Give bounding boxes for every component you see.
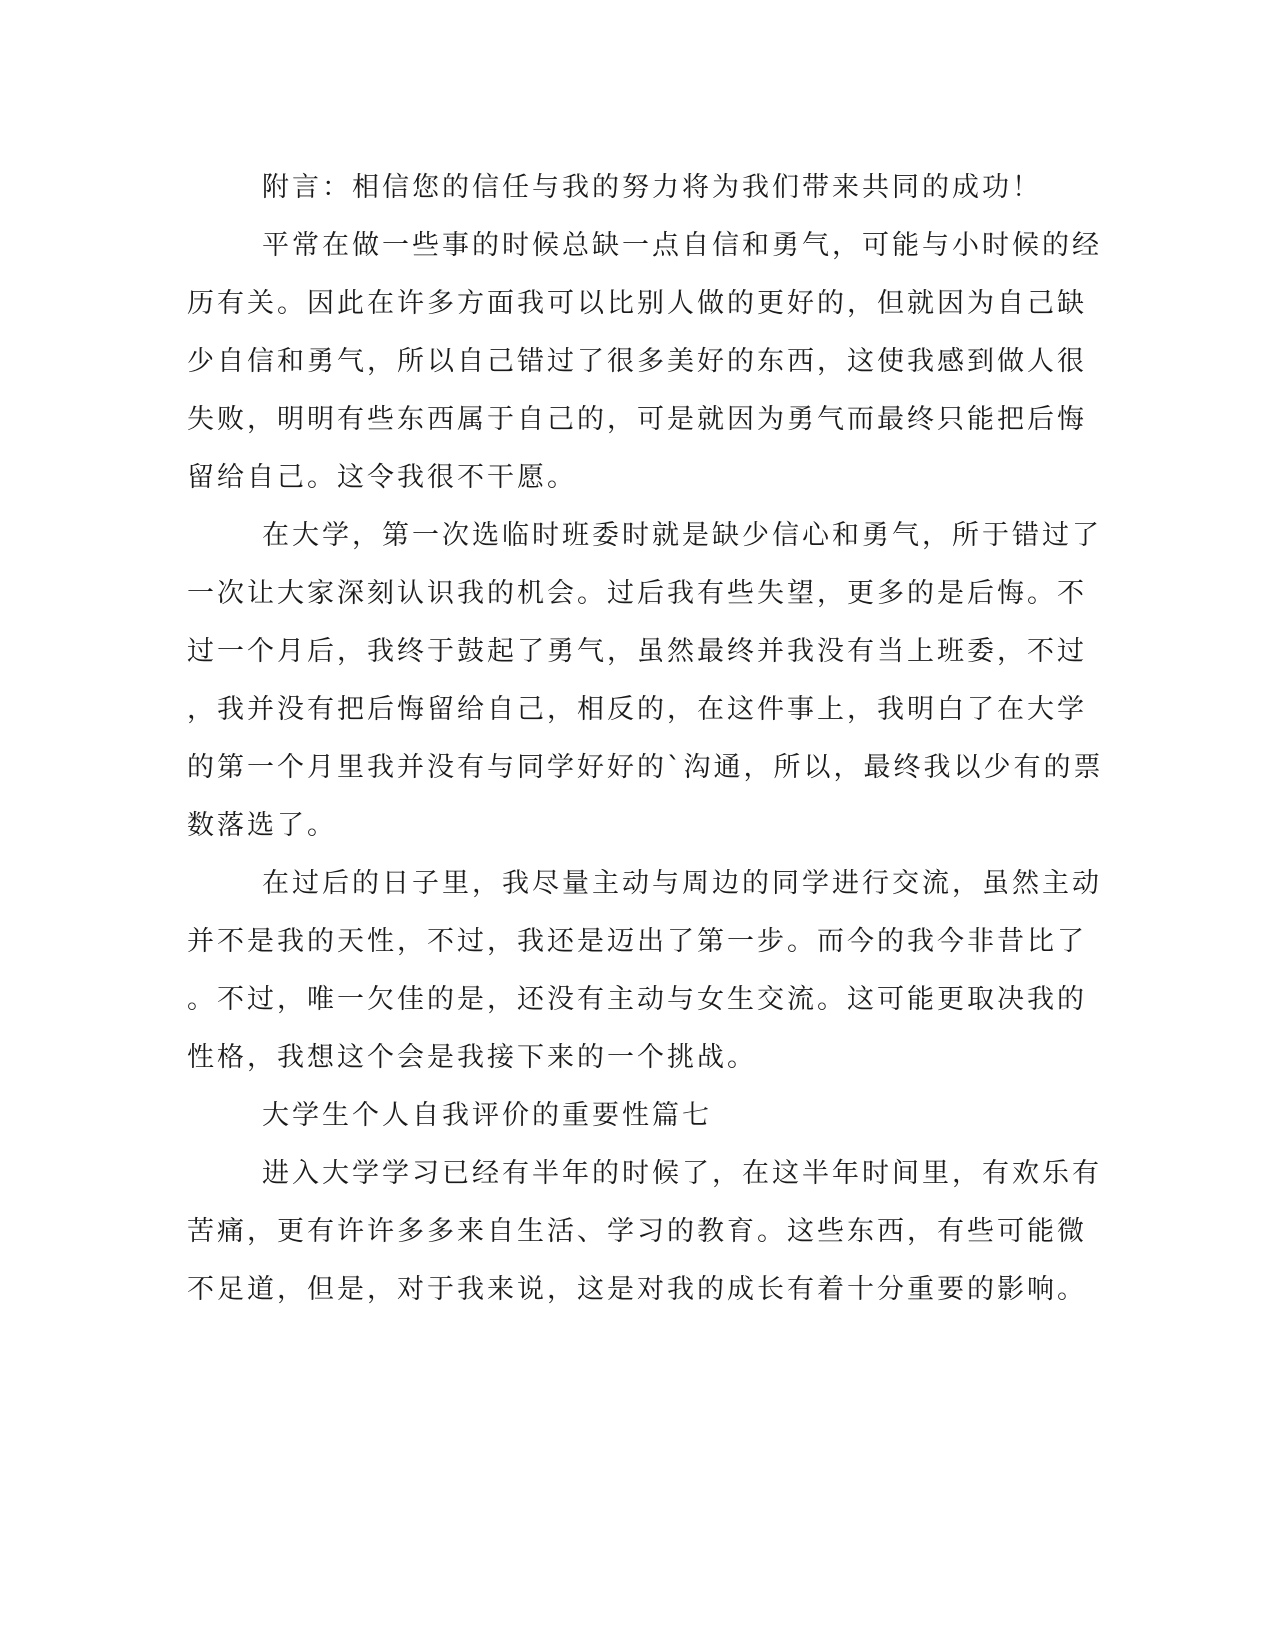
paragraph-line: 数落选了。 [187, 810, 337, 841]
postscript-line: 附言：相信您的信任与我的努力将为我们带来共同的成功！ [262, 172, 1042, 203]
paragraph-line: 的第一个月里我并没有与同学好好的`沟通，所以，最终我以少有的票 [187, 752, 1104, 783]
paragraph-line: 不足道，但是，对于我来说，这是对我的成长有着十分重要的影响。 [187, 1274, 1087, 1305]
paragraph-line: 平常在做一些事的时候总缺一点自信和勇气，可能与小时候的经 [262, 230, 1102, 261]
paragraph-line: 。不过，唯一欠佳的是，还没有主动与女生交流。这可能更取决我的 [187, 984, 1087, 1015]
section-heading: 大学生个人自我评价的重要性篇七 [262, 1100, 712, 1131]
paragraph-line: 进入大学学习已经有半年的时候了，在这半年时间里，有欢乐有 [262, 1158, 1102, 1189]
paragraph-line: ，我并没有把后悔留给自己，相反的，在这件事上，我明白了在大学 [187, 694, 1087, 725]
paragraph-line: 过一个月后，我终于鼓起了勇气，虽然最终并我没有当上班委，不过 [187, 636, 1087, 667]
paragraph-line: 苦痛，更有许许多多来自生活、学习的教育。这些东西，有些可能微 [187, 1216, 1087, 1247]
paragraph-line: 留给自己。这令我很不干愿。 [187, 462, 577, 493]
paragraph-line: 失败，明明有些东西属于自己的，可是就因为勇气而最终只能把后悔 [187, 404, 1087, 435]
paragraph-line: 历有关。因此在许多方面我可以比别人做的更好的，但就因为自己缺 [187, 288, 1087, 319]
paragraph-line: 性格，我想这个会是我接下来的一个挑战。 [187, 1042, 757, 1073]
paragraph-line: 并不是我的天性，不过，我还是迈出了第一步。而今的我今非昔比了 [187, 926, 1087, 957]
paragraph-line: 在过后的日子里，我尽量主动与周边的同学进行交流，虽然主动 [262, 868, 1102, 899]
paragraph-line: 少自信和勇气，所以自己错过了很多美好的东西，这使我感到做人很 [187, 346, 1087, 377]
paragraph-line: 一次让大家深刻认识我的机会。过后我有些失望，更多的是后悔。不 [187, 578, 1087, 609]
paragraph-line: 在大学，第一次选临时班委时就是缺少信心和勇气，所于错过了 [262, 520, 1102, 551]
